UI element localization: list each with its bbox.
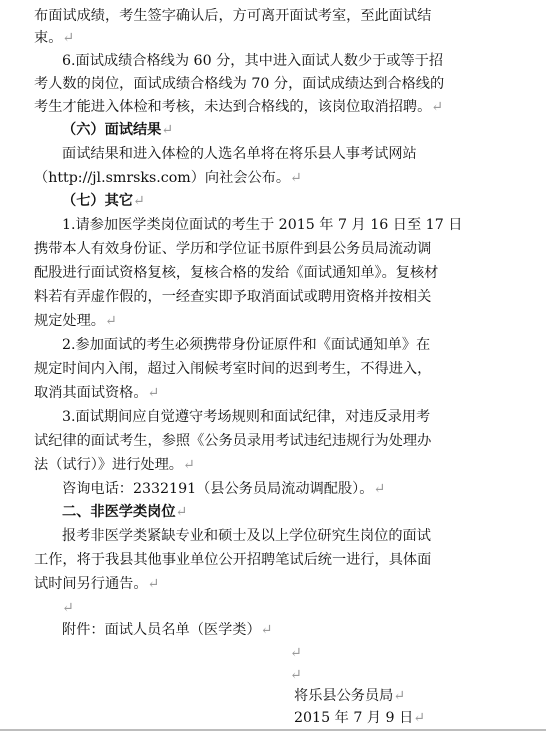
section-heading: （六）面试结果↵ — [62, 122, 174, 138]
paragraph-mark-icon: ↵ — [161, 122, 174, 138]
paragraph-mark-icon: ↵ — [62, 30, 75, 46]
text-line: 工作，将于我县其他事业单位公开招聘笔试后统一进行，具体面 — [34, 552, 432, 568]
text-line: 6.面试成绩合格线为 60 分，其中进入面试人数少于或等于招 — [62, 53, 444, 69]
text-line: 面试结果和进入体检的人选名单将在将乐县人事考试网站 — [62, 146, 417, 162]
empty-line — [290, 665, 302, 685]
empty-line — [290, 643, 302, 663]
signature-date: 2015 年 7 月 9 日↵ — [294, 710, 426, 726]
text-line: （http://jl.smrsks.com）向社会公布。↵ — [34, 170, 302, 186]
paragraph-mark-icon: ↵ — [147, 576, 160, 592]
paragraph-mark-icon: ↵ — [132, 193, 145, 209]
text-line: 布面试成绩，考生签字确认后，方可离开面试考室，至此面试结 — [34, 8, 432, 24]
paragraph-mark-icon: ↵ — [290, 667, 302, 683]
text-line: 配股进行面试资格复核，复核合格的发给《面试通知单》。复核材 — [34, 265, 439, 281]
paragraph-mark-icon: ↵ — [290, 645, 302, 661]
empty-line — [62, 598, 74, 618]
text-line: 料若有弄虚作假的，一经查实即予取消面试或聘用资格并按相关 — [34, 289, 432, 305]
signature-organization: 将乐县公务员局↵ — [294, 688, 406, 704]
paragraph-mark-icon: ↵ — [431, 99, 444, 115]
paragraph-mark-icon: ↵ — [413, 710, 426, 726]
paragraph-mark-icon: ↵ — [260, 622, 273, 638]
text-line: 规定处理。↵ — [34, 313, 117, 329]
text-line: 试时间另行通告。↵ — [34, 576, 160, 592]
text-line: 携带本人有效身份证、学历和学位证书原件到县公务员局流动调 — [34, 241, 432, 257]
text-line: 束。↵ — [34, 30, 75, 46]
text-line: 考人数的岗位，面试成绩合格线为 70 分，面试成绩达到合格线的 — [34, 76, 445, 92]
text-line: 2.参加面试的考生必须携带身份证原件和《面试通知单》在 — [62, 337, 431, 353]
attachment-line: 附件：面试人员名单（医学类）↵ — [62, 622, 273, 638]
paragraph-mark-icon: ↵ — [182, 457, 195, 473]
paragraph-mark-icon: ↵ — [393, 688, 406, 704]
section-heading: （七）其它↵ — [62, 193, 145, 209]
paragraph-mark-icon: ↵ — [62, 600, 74, 616]
paragraph-mark-icon: ↵ — [175, 504, 188, 520]
paragraph-mark-icon: ↵ — [104, 313, 117, 329]
text-line: 考生才能进入体检和考核，未达到合格线的，该岗位取消招聘。↵ — [34, 99, 444, 115]
section-heading: 二、非医学类岗位↵ — [62, 504, 188, 520]
paragraph-mark-icon: ↵ — [290, 170, 302, 186]
text-line: 法（试行）》进行处理。↵ — [34, 457, 195, 473]
text-line: 取消其面试资格。↵ — [34, 385, 160, 401]
paragraph-mark-icon: ↵ — [373, 481, 386, 497]
text-line: 规定时间内入闱，超过入闱候考室时间的迟到考生，不得进入， — [34, 361, 432, 377]
text-line: 试纪律的面试考生，参照《公务员录用考试违纪违规行为处理办 — [34, 433, 432, 449]
text-line: 报考非医学类紧缺专业和硕士及以上学位研究生岗位的面试 — [62, 528, 431, 544]
text-line: 3.面试期间应自觉遵守考场规则和面试纪律，对违反录用考 — [62, 409, 431, 425]
text-line: 1.请参加医学类岗位面试的考生于 2015 年 7 月 16 日至 17 日 — [62, 217, 463, 233]
paragraph-mark-icon: ↵ — [147, 385, 160, 401]
contact-line: 咨询电话：2332191（县公务员局流动调配股）。↵ — [62, 481, 386, 497]
